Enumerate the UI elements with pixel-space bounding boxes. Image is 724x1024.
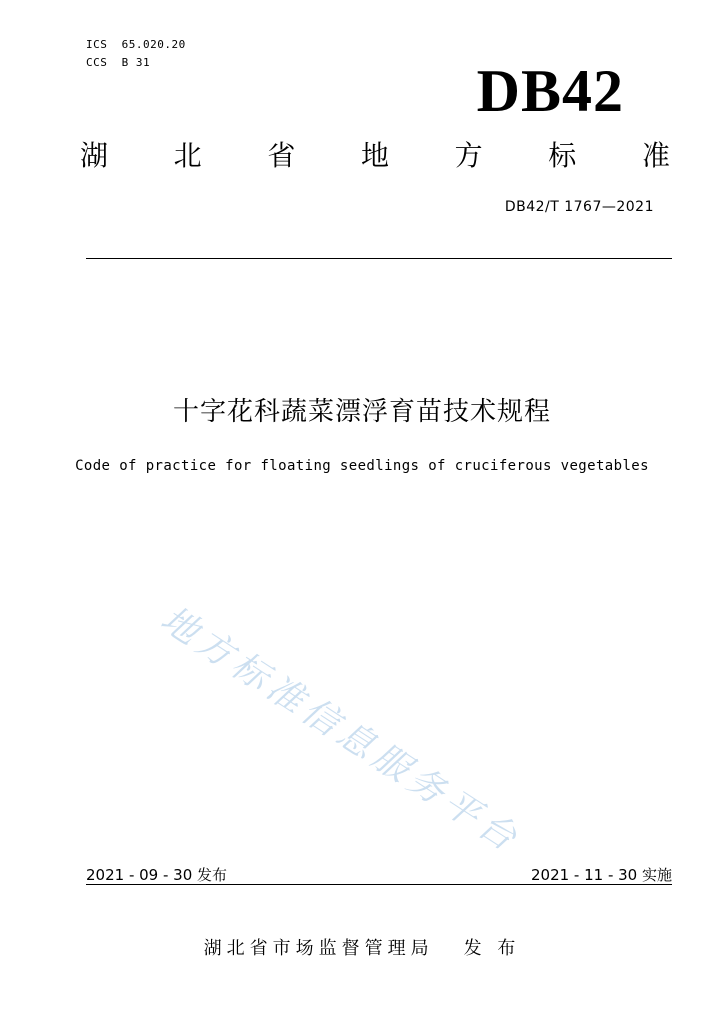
issue-label: 发 布 — [463, 938, 521, 959]
ics-code: ICS 65.020.20 — [86, 38, 186, 51]
province-char: 省 — [267, 139, 296, 172]
province-char: 北 — [173, 139, 202, 172]
issuer-name: 湖北省市场监督管理局 — [203, 938, 434, 959]
issuer-line — [0, 934, 724, 960]
watermark: 地方标准信息服务平台 — [153, 598, 528, 862]
document-title-english: Code of practice for floating seedlings of cruciferous vegetables — [75, 458, 649, 474]
ccs-code: CCS B 31 — [86, 56, 151, 69]
province-char: 湖 — [80, 139, 109, 172]
publish-date: 2021 - 09 - 30 发布 — [86, 866, 228, 884]
standard-number: DB42/T 1767—2021 — [504, 199, 654, 215]
classification-codes — [86, 36, 186, 72]
top-divider — [86, 258, 672, 259]
province-char: 准 — [641, 139, 670, 172]
province-char: 地 — [360, 139, 389, 172]
province-char: 方 — [454, 139, 483, 172]
document-title-chinese: 十字花科蔬菜漂浮育苗技术规程 — [172, 397, 551, 427]
province-standard-heading — [80, 138, 670, 174]
standard-logo: DB42 — [476, 58, 624, 124]
province-char: 标 — [548, 139, 577, 172]
implement-date: 2021 - 11 - 30 实施 — [530, 866, 672, 884]
bottom-divider — [86, 884, 672, 885]
